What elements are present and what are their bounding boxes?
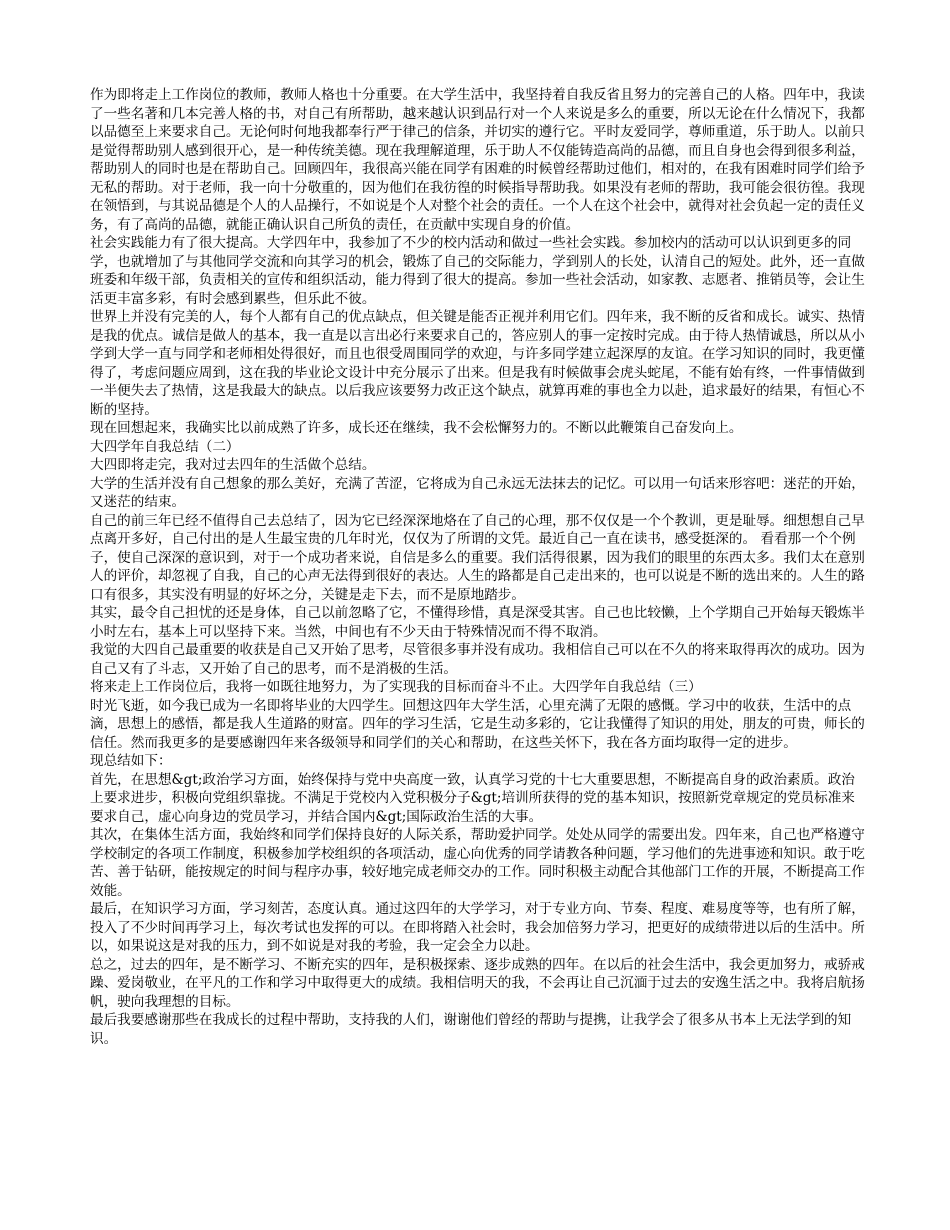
paragraph-character: 作为即将走上工作岗位的教师，教师人格也十分重要。在大学生活中，我坚持着自我反省且努力的完善自己的人格。四年中，我读了一些名著和几本完善人格的书，对自己有所帮助，越来越认识到品行对一个人来说是多么的重要，所以无论在什么情况下，我都以品德至上来要求自己。无论何时何地我都奉行严于律己的信条，并切实的遵行它。平时友爱同学，尊师重道，乐于助人。以前只是觉得帮助别人感到很开心，是一种传统美德。现在我理解道理，乐于助人不仅能铸造高尚的品德，而且自身也会得到很多利益，帮助别人的同时也是在帮助自己。回顾四年，我很高兴能在同学有困难的时候曾经帮助过他们，相对的，在我有困难时同学们给予无私的帮助。对于老师，我一向十分敬重的，因为他们在我彷徨的时候指导帮助我。如果没有老师的帮助，我可能会很彷徨。我现在领悟到，与其说品德是个人的人品操行，不如说是个人对整个社会的责任。一个人在这个社会中，就得对社会负起一定的责任义务，有了高尚的品德，就能正确认识自己所负的责任，在贡献中实现自身的价值。 (90, 87, 865, 233)
paragraph-time-flies: 时光飞逝，如今我已成为一名即将毕业的大四学生。回想这四年大学生活，心里充满了无限的感慨。学习中的收获，生活中的点滴，思想上的感悟，都是我人生道路的财富。四年的学习生活，它是生动多彩的，它让我懂得了知识的用处，朋友的可贵，师长的信任。然而我更多的是要感谢四年来各级领导和同学们的关心和帮助，在这些关怀下，我在各方面均取得一定的进步。 (90, 697, 865, 751)
paragraph-conclusion: 总之，过去的四年，是不断学习、不断充实的四年，是积极探索、逐步成熟的四年。在以后的社会生活中，我会更加努力，戒骄戒躁、爱岗敬业，在平凡的工作和学习中取得更大的成绩。我相信明天的我，不会再让自己沉湎于过去的安逸生活之中。我将启航扬帆，驶向我理想的目标。 (90, 956, 865, 1010)
paragraph-reflection: 现在回想起来，我确实比以前成熟了许多，成长还在继续，我不会松懈努力的。不断以此鞭策自己奋发向上。 (90, 420, 743, 436)
paragraph-health: 其实，最令自己担忧的还是身体，自己以前忽略了它，不懂得珍惜，真是深受其害。自己也比较懒，上个学期自己开始每天锻炼半小时左右，基本上可以坚持下来。当然，中间也有不少天由于特殊情况而不得不取消。 (90, 605, 865, 640)
paragraph-political-study: 首先，在思想&gt;政治学习方面，始终保持与党中央高度一致，认真学习党的十七大重要思想，不断提高自身的政治素质。政治上要求进步，积极向党组织靠拢。不满足于党校内入党积极分子&gt;培训所获得的党的基本知识，按照新党章规定的党员标准来要求自己，虚心向身边的党员学习，并结合国内&gt;国际政治生活的大事。 (90, 771, 855, 825)
paragraph-social-practice: 社会实践能力有了很大提高。大学四年中，我参加了不少的校内活动和做过一些社会实践。参加校内的活动可以认识到更多的同学，也就增加了与其他同学交流和向其学习的机会，锻炼了自己的交际能力，学到别人的长处，认清自己的短处。此外，还一直做班委和年级干部，负责相关的宣传和组织活动，能力得到了很大的提高。参加一些社会活动，如家教、志愿者、推销员等，会让生活更丰富多彩，有时会感到累些，但乐此不彼。 (90, 235, 865, 307)
section-heading-2: 大四学年自我总结（二） (90, 438, 240, 455)
paragraph-summary-intro: 现总结如下： (90, 753, 172, 769)
paragraph-harvest: 我觉的大四自己最重要的收获是自己又开始了思考，尽管很多事并没有成功。我相信自己可以在不久的将来取得再次的成功。因为自己又有了斗志，又开始了自己的思考，而不是消极的生活。 (90, 642, 865, 677)
paragraph-thanks: 最后我要感谢那些在我成长的过程中帮助，支持我的人们，谢谢他们曾经的帮助与提携，让我学会了很多从书本上无法学到的知识。 (90, 1012, 852, 1047)
paragraph-university-life: 大学的生活并没有自己想象的那么美好，充满了苦涩，它将成为自己永远无法抹去的记忆。可以用一句话来形容吧：迷茫的开始，又迷茫的结束。 (90, 475, 865, 510)
paragraph-knowledge-study: 最后，在知识学习方面，学习刻苦，态度认真。通过这四年的大学学习，对于专业方向、节奏、程度、难易度等等，也有所了解，投入了不少时间再学习上，每次考试也发挥的可以。在即将踏入社会时，我会加倍努力学习，把更好的成绩带进以后的生活中。所以，如果说这是对我的压力，到不如说是对我的考验，我一定会全力以赴。 (90, 901, 865, 954)
document-body (90, 86, 868, 1048)
paragraph-collective-life: 其次，在集体生活方面，我始终和同学们保持良好的人际关系，帮助爱护同学。处处从同学的需要出发。四年来，自己也严格遵守学校制定的各项工作制度，积极参加学校组织的各项活动，虚心向优秀的同学请教各种问题，学习他们的先进事迹和知识。敢于吃苦、善于钻研，能按规定的时间与程序办事，较好地完成老师交办的工作。同时积极主动配合其他部门工作的开展，不断提高工作效能。 (90, 827, 865, 899)
paragraph-intro-2: 大四即将走完，我对过去四年的生活做个总结。 (90, 457, 376, 473)
paragraph-strengths-weaknesses: 世界上并没有完美的人，每个人都有自己的优点缺点，但关键是能否正视并利用它们。四年来，我不断的反省和成长。诚实、热情是我的优点。诚信是做人的基本，我一直是以言出必行来要求自己的，答应别人的事一定按时完成。由于待人热情诚恳，所以从小学到大学一直与同学和老师相处得很好，而且也很受周围同学的欢迎，与许多同学建立起深厚的友谊。在学习知识的同时，我更懂得了，考虑问题应周到，这在我的毕业论文设计中充分展示了出来。但是我有时候做事会虎头蛇尾，不能有始有终，一件事情做到一半便失去了热情，这是我最大的缺点。以后我应该要努力改正这个缺点，就算再难的事也全力以赴，追求最好的结果，有恒心不断的坚持。 (90, 309, 865, 418)
paragraph-first-three-years: 自己的前三年已经不值得自己去总结了，因为它已经深深地烙在了自己的心理，那不仅仅是一个个教训，更是耻辱。细想想自己早点离开多好，自己付出的是人生最宝贵的几年时光，仅仅为了所谓的文凭。最近自己一直在读书，感受挺深的。 看看那一个个例子，使自己深深的意识到，对于一个成功者来说，自信是多么的重要。我们活得很累，因为我们的眼里的东西太多。我们太在意别人的评价，却忽视了自我，自己的心声无法得到很好的表达。人生的路都是自己走出来的，也可以说是不断的选出来的。人生的路口有很多，其实没有明显的好坏之分，关键是走下去，而不是原地踏步。 (90, 512, 865, 603)
paragraph-future-and-heading-3: 将来走上工作岗位后，我将一如既往地努力，为了实现我的目标而奋斗不止。大四学年自我总结（三） (90, 679, 702, 695)
